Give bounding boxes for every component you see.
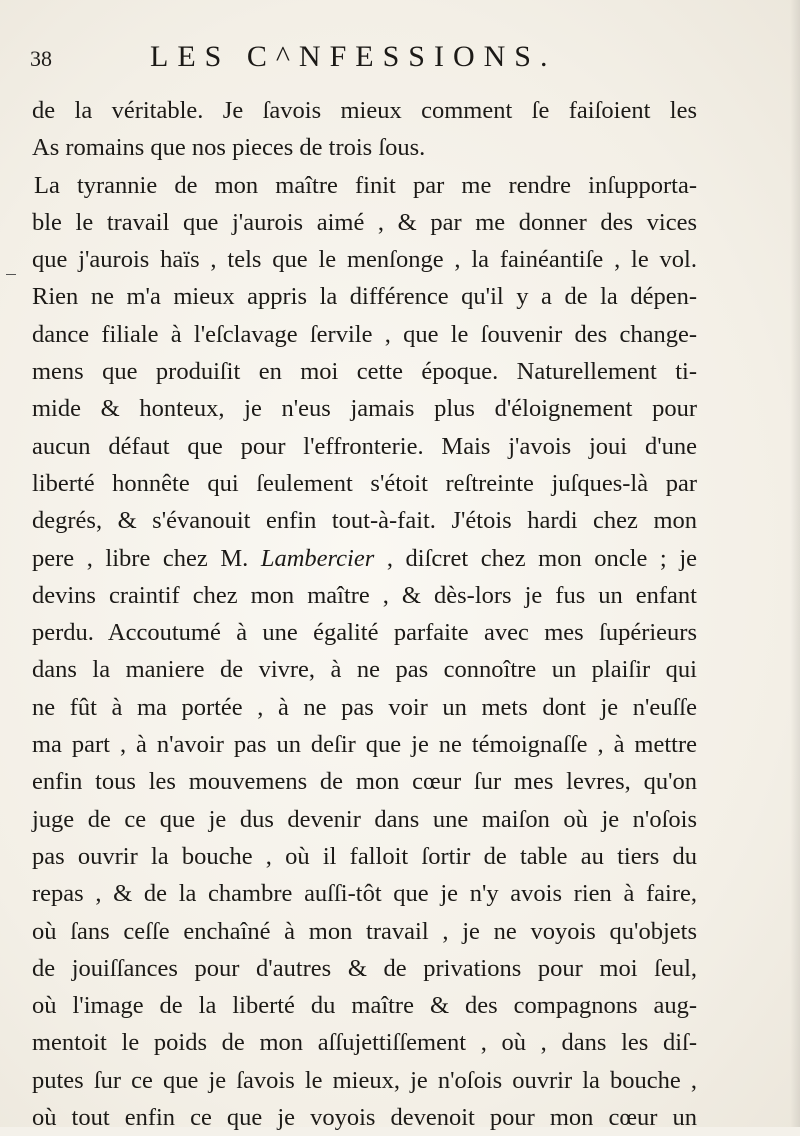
text-line: ma part , à n'avoir pas un deſir que je ne témoignaſſe , à mettre bbox=[32, 731, 697, 759]
text-line: putes ſur ce que je ſavois le mieux, je n'oſois ouvrir la bouche , bbox=[32, 1066, 697, 1094]
italic-name: Lambercier bbox=[260, 544, 375, 572]
text-line: juge de ce que je dus devenir dans une maiſon où je n'oſois bbox=[32, 805, 697, 833]
text-line: dans la maniere de vivre, à ne pas connoître un plaiſir qui bbox=[32, 656, 697, 684]
text-line: où l'image de la liberté du maître & des compagnons aug- bbox=[32, 992, 697, 1020]
text-line: où tout enfin ce que je voyois devenoit pour mon cœur un bbox=[32, 1104, 697, 1132]
text-line: enfin tous les mouvemens de mon cœur ſur mes levres, qu'on bbox=[32, 768, 697, 796]
text-line: mens que produiſit en moi cette époque. Naturellement ti- bbox=[32, 358, 697, 386]
text-line: ble le travail que j'aurois aimé , & par me donner des vices bbox=[32, 208, 697, 236]
text-line: repas , & de la chambre auſſi-tôt que je n'y avois rien à faire, bbox=[32, 880, 697, 908]
text-line-with-italic: pere , libre chez M. Lambercier , diſcret chez mon oncle ; je bbox=[32, 544, 697, 572]
margin-mark bbox=[6, 274, 16, 275]
page-number: 38 bbox=[30, 46, 52, 71]
text-line: Rien ne m'a mieux appris la différence qu'il y a de la dépen- bbox=[32, 283, 697, 311]
text-line: que j'aurois haïs , tels que le menſonge , la fainéantiſe , le vol. bbox=[32, 246, 697, 274]
text-line: aucun défaut que pour l'effronterie. Mais j'avois joui d'une bbox=[32, 432, 697, 460]
text-line: liberté honnête qui ſeulement s'étoit reſtreinte juſques-là par bbox=[32, 469, 697, 497]
page-edge-shadow bbox=[790, 0, 800, 1127]
text-line: dance filiale à l'eſclavage ſervile , que le ſouvenir des change- bbox=[32, 320, 697, 348]
text-line: mide & honteux, je n'eus jamais plus d'éloignement pour bbox=[32, 395, 697, 423]
page-header bbox=[30, 40, 710, 80]
body-text bbox=[32, 92, 697, 1136]
running-title: LES C^NFESSIONS. bbox=[150, 40, 557, 73]
text-line: La tyrannie de mon maître finit par me rendre inſupporta- bbox=[34, 171, 697, 199]
text-line: mentoit le poids de mon aſſujettiſſement , où , dans les diſ- bbox=[32, 1029, 697, 1057]
text-line: de la véritable. Je ſavois mieux comment ſe faiſoient les bbox=[32, 97, 697, 124]
text-line: de jouiſſances pour d'autres & de privations pour moi ſeul, bbox=[32, 954, 697, 982]
text-line: où ſans ceſſe enchaîné à mon travail , je ne voyois qu'objets bbox=[32, 917, 697, 945]
text-line: pas ouvrir la bouche , où il falloit ſortir de table au tiers du bbox=[32, 842, 697, 870]
text-line: perdu. Accoutumé à une égalité parfaite avec mes ſupérieurs bbox=[32, 619, 697, 647]
text-line: devins craintif chez mon maître , & dès-lors je fus un enfant bbox=[32, 581, 697, 609]
text-line: degrés, & s'évanouit enfin tout-à-fait. J'étois hardi chez mon bbox=[32, 507, 697, 535]
text-line: As romains que nos pieces de trois ſous. bbox=[32, 134, 426, 162]
text-line: ne fût à ma portée , à ne pas voir un mets dont je n'euſſe bbox=[32, 693, 697, 721]
